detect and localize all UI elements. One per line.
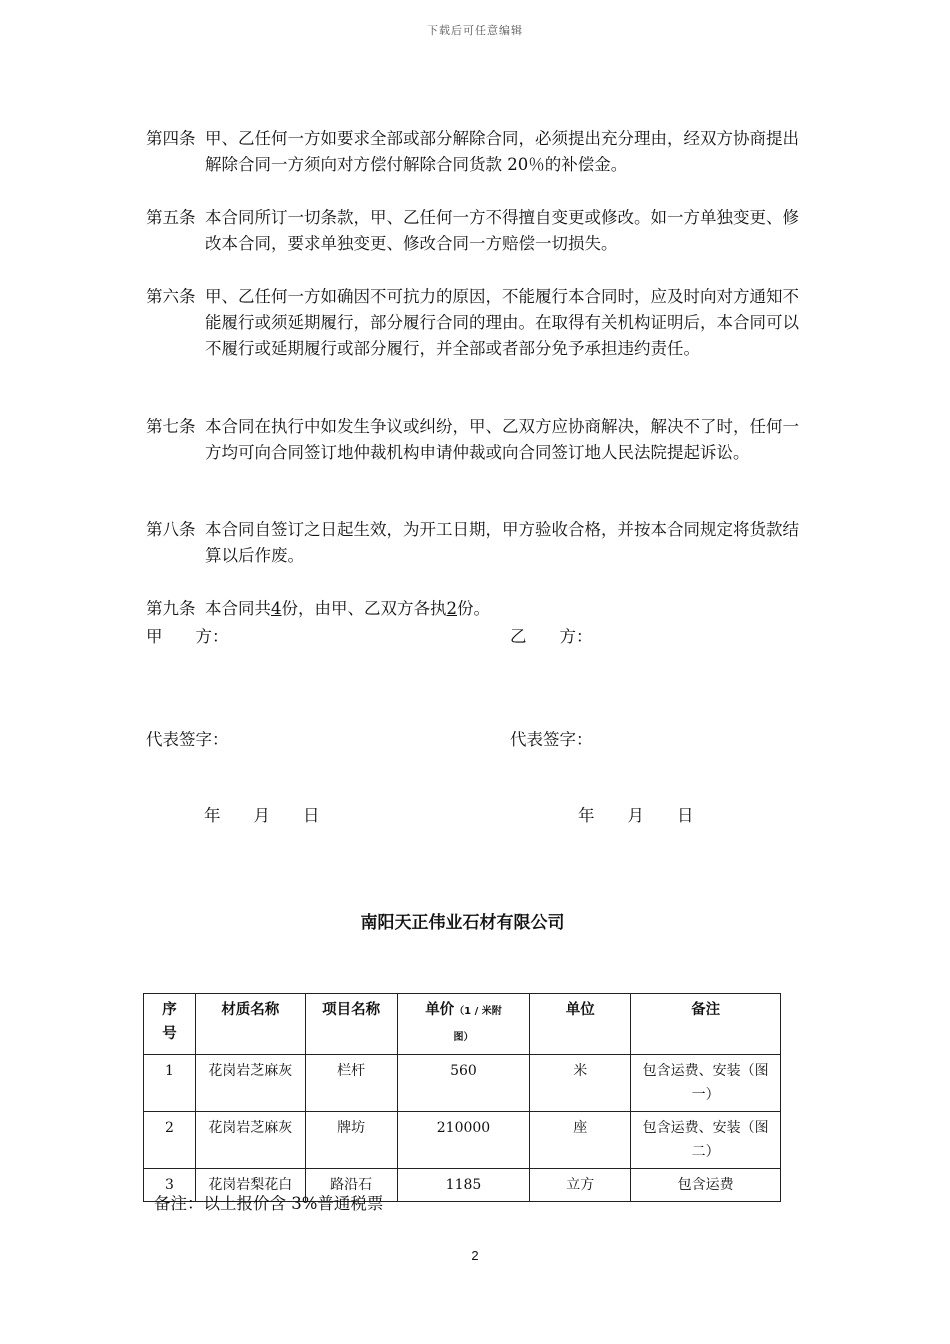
- header-price-label: 单价: [425, 1002, 455, 1018]
- header-material: 材质名称: [195, 994, 305, 1055]
- party-b-date: 年 月 日: [578, 806, 694, 825]
- cell-material: 花岗岩芝麻灰: [195, 1112, 305, 1169]
- page-header: 下载后可任意编辑: [427, 24, 523, 37]
- clause-text: 本合同在执行中如发生争议或纠纷，甲、乙双方应协商解决，解决不了时，任何一方均可向合同签订地仲裁机构申请仲裁或向合同签订地人民法院提起诉讼。: [205, 417, 799, 462]
- clause-5: [146, 205, 814, 257]
- page-number: 2: [471, 1248, 479, 1263]
- clause-text: [205, 596, 814, 622]
- company-name: 南阳天正伟业石材有限公司: [360, 913, 565, 933]
- copies-total-field[interactable]: 4: [271, 599, 282, 618]
- cell-unit: 座: [530, 1112, 631, 1169]
- cell-item: 牌坊: [305, 1112, 397, 1169]
- copies-each-field[interactable]: 2: [446, 599, 457, 618]
- clause-number: 第九条: [146, 599, 196, 618]
- cell-index: 1: [144, 1055, 196, 1112]
- cell-unit: 米: [530, 1055, 631, 1112]
- cell-material: 花岗岩梨花白: [195, 1169, 305, 1202]
- cell-remark: 包含运费、安装（图一）: [631, 1055, 781, 1112]
- header-price: [397, 994, 530, 1055]
- clause-9-middle: 份，由甲、乙双方各执: [281, 599, 447, 618]
- clause-number: 第五条: [146, 208, 196, 227]
- header-item: 项目名称: [305, 994, 397, 1055]
- cell-price: 210000: [397, 1112, 530, 1169]
- clause-number: 第四条: [146, 129, 196, 148]
- clause-number: 第六条: [146, 287, 196, 306]
- tax-remark: 备注：以上报价含 3%普通税票: [154, 1194, 384, 1213]
- clause-7: [146, 414, 814, 466]
- header-unit: 单位: [530, 994, 631, 1055]
- table-row: [144, 1112, 781, 1169]
- clause-text: 甲、乙任何一方如要求全部或部分解除合同，必须提出充分理由，经双方协商提出解除合同一方须向对方偿付解除合同货款 20％的补偿金。: [205, 129, 799, 174]
- clause-number: 第七条: [146, 417, 196, 436]
- cell-price: 1185: [397, 1169, 530, 1202]
- clause-9-suffix: 份。: [457, 599, 490, 618]
- cell-item: 路沿石: [305, 1169, 397, 1202]
- header-index-line-1: 序: [162, 1002, 177, 1018]
- cell-remark: 包含运费: [631, 1169, 781, 1202]
- cell-index: 3: [144, 1169, 196, 1202]
- clause-6: [146, 284, 814, 362]
- party-a-representative-label: 代表签字：: [146, 730, 229, 749]
- cell-price: 560: [397, 1055, 530, 1112]
- clause-text: 本合同自签订之日起生效，为开工日期，甲方验收合格，并按本合同规定将货款结算以后作废。: [205, 520, 799, 565]
- clause-text: 甲、乙任何一方如确因不可抗力的原因，不能履行本合同时，应及时向对方通知不能履行或须延期履行，部分履行合同的理由。在取得有关机构证明后，本合同可以不履行或延期履行或部分履行，并全部或者部分免予承担违约责任。: [205, 287, 799, 358]
- party-b-representative-label: 代表签字：: [510, 730, 593, 749]
- header-index-line-2: 号: [162, 1026, 177, 1042]
- cell-remark: 包含运费、安装（图二）: [631, 1112, 781, 1169]
- party-a-date: 年 月 日: [204, 806, 320, 825]
- header-index: [144, 994, 196, 1055]
- cell-index: 2: [144, 1112, 196, 1169]
- clause-text: 本合同所订一切条款，甲、乙任何一方不得擅自变更或修改。如一方单独变更、修改本合同，要求单独变更、修改合同一方赔偿一切损失。: [205, 208, 799, 253]
- header-remark: 备注: [631, 994, 781, 1055]
- header-price-note-2: 图）: [453, 1032, 474, 1043]
- table-header-row: [144, 994, 781, 1055]
- clause-9-prefix: 本合同共: [205, 599, 271, 618]
- cell-unit: 立方: [530, 1169, 631, 1202]
- cell-material: 花岗岩芝麻灰: [195, 1055, 305, 1112]
- party-a-label: 甲 方：: [146, 627, 229, 646]
- header-price-note: （1 / 米附: [454, 1006, 502, 1017]
- quotation-table: [143, 993, 781, 1202]
- clause-4: [146, 126, 814, 178]
- cell-item: 栏杆: [305, 1055, 397, 1112]
- party-b-label: 乙 方：: [510, 627, 593, 646]
- clause-8: [146, 517, 814, 569]
- table-row: [144, 1055, 781, 1112]
- clause-number: 第八条: [146, 520, 196, 539]
- clause-9: [146, 596, 814, 622]
